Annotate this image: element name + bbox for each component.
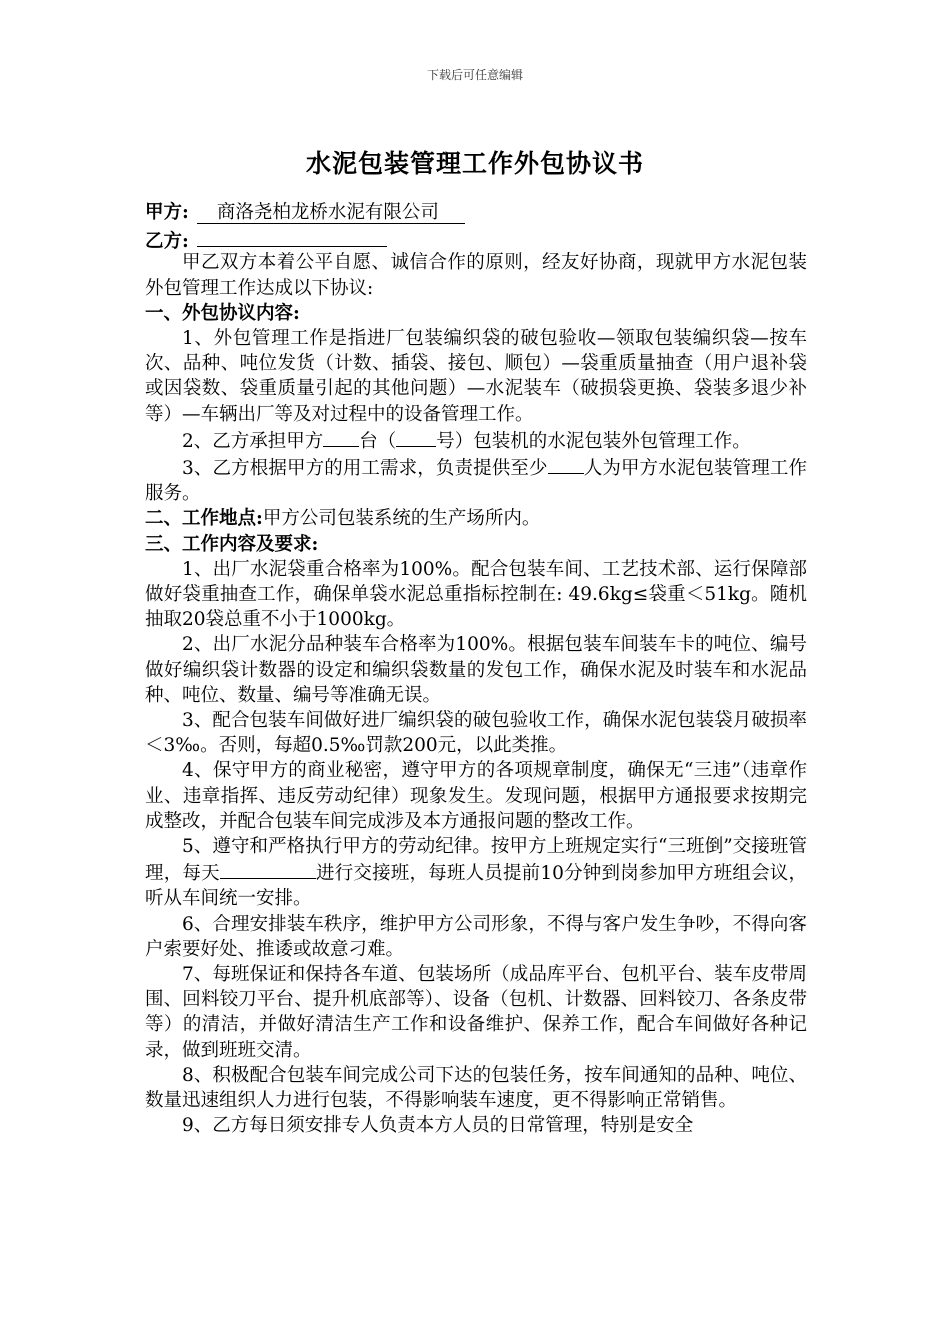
section-2-heading: 二、工作地点: (145, 508, 263, 530)
page-title: 水泥包装管理工作外包协议书 (305, 149, 644, 178)
section-3-item-1: 1、出厂水泥袋重合格率为100%。配合包装车间、工艺技术部、运行保障部做好袋重抽查工作，确保单袋水泥总重指标控制在: 49.6kg≤袋重＜51kg。随机抽取20袋总重不小于1000kg。 (145, 558, 807, 631)
machine-number-blank (396, 427, 436, 447)
shift-time-blank (220, 859, 316, 879)
party-a-value: 商洛尧柏龙桥水泥有限公司 (197, 202, 465, 224)
section-1-heading: 一、外包协议内容: (145, 302, 300, 324)
section-3-item-8: 8、积极配合包装车间完成公司下达的包装任务，按车间通知的品种、吨位、数量迅速组织人力进行包装，不得影响装车速度，更不得影响正常销售。 (145, 1064, 807, 1112)
section-1-item-2-part-b: 台（ (359, 430, 397, 452)
section-3-item-4: 4、保守甲方的商业秘密，遵守甲方的各项规章制度，确保无“三违”（违章作业、违章指挥、违反劳动纪律）现象发生。发现问题，根据甲方通报要求按期完成整改，并配合包装车间完成涉及本方通报问题的整改工作。 (145, 760, 807, 832)
section-3-item-9: 9、乙方每日须安排专人负责本方人员的日常管理，特别是安全 (182, 1115, 694, 1137)
section-1-item-2-part-a: 2、乙方承担甲方 (182, 430, 324, 452)
section-3-item-5 (145, 834, 807, 912)
document-body (145, 200, 807, 1138)
party-b-blank (197, 225, 387, 247)
section-1-item-3-part-b: 人为甲方水泥包装管理工作服务。 (145, 458, 807, 505)
section-1-item-1: 1、外包管理工作是指进厂包装编织袋的破包验收—领取包装编织袋—按车次、品种、吨位发货（计数、插袋、接包、顺包）—袋重质量抽查（用户退补袋或因袋数、袋重质量引起的其他问题）—水泥装车（破损袋更换、袋装多退少补等）—车辆出厂等及对过程中的设备管理工作。 (145, 327, 807, 425)
section-3-item-7: 7、每班保证和保持各车道、包装场所（成品库平台、包机平台、装车皮带周围、回料铰刀平台、提升机底部等）、设备（包机、计数器、回料铰刀、各条皮带等）的清洁，并做好清洁生产工作和设备维护、保养工作，配合车间做好各种记录，做到班班交清。 (145, 964, 807, 1061)
section-1-item-3 (145, 454, 807, 506)
section-2-text: 甲方公司包装系统的生产场所内。 (262, 508, 541, 530)
machine-count-blank (323, 427, 359, 447)
section-3-item-6: 6、合理安排装车秩序，维护甲方公司形象，不得与客户发生争吵，不得向客户索要好处、推诿或故意刁难。 (145, 913, 807, 960)
party-b-line (145, 225, 807, 253)
party-b-label: 乙方: (145, 231, 189, 253)
section-3-item-3: 3、配合包装车间做好进厂编织袋的破包验收工作，确保水泥包装袋月破损率＜3‰。否则，每超0.5‰罚款200元，以此类推。 (145, 710, 807, 757)
section-2 (145, 506, 807, 531)
section-3-item-5-part-a: 5、遵守和严格执行甲方的劳动纪律。按甲方上班规定实行“三班倒”交接班管理，每天 (145, 836, 807, 885)
section-3-item-2: 2、出厂水泥分品种装车合格率为100%。根据包装车间装车卡的吨位、编号做好编织袋计数器的设定和编织袋数量的发包工作，确保水泥及时装车和水泥品种、吨位、数量、编号等准确无误。 (145, 634, 807, 706)
header-note: 下载后可任意编辑 (426, 68, 523, 82)
intro-paragraph: 甲乙双方本着公平自愿、诚信合作的原则，经友好协商，现就甲方水泥包装外包管理工作达成以下协议: (145, 252, 807, 299)
party-a-label: 甲方: (145, 202, 189, 223)
section-1-item-2 (145, 427, 807, 454)
section-1-item-3-part-a: 3、乙方根据甲方的用工需求，负责提供至少 (182, 458, 548, 479)
section-1-item-2-part-c: 号）包装机的水泥包装外包管理工作。 (436, 430, 751, 452)
section-3-heading: 三、工作内容及要求: (145, 533, 319, 555)
section-3-item-5-part-b: 进行交接班，每班人员提前10分钟到岗参加甲方班组会议，听从车间统一安排。 (145, 863, 807, 910)
party-a-line (145, 200, 807, 225)
staff-count-blank (548, 454, 584, 474)
